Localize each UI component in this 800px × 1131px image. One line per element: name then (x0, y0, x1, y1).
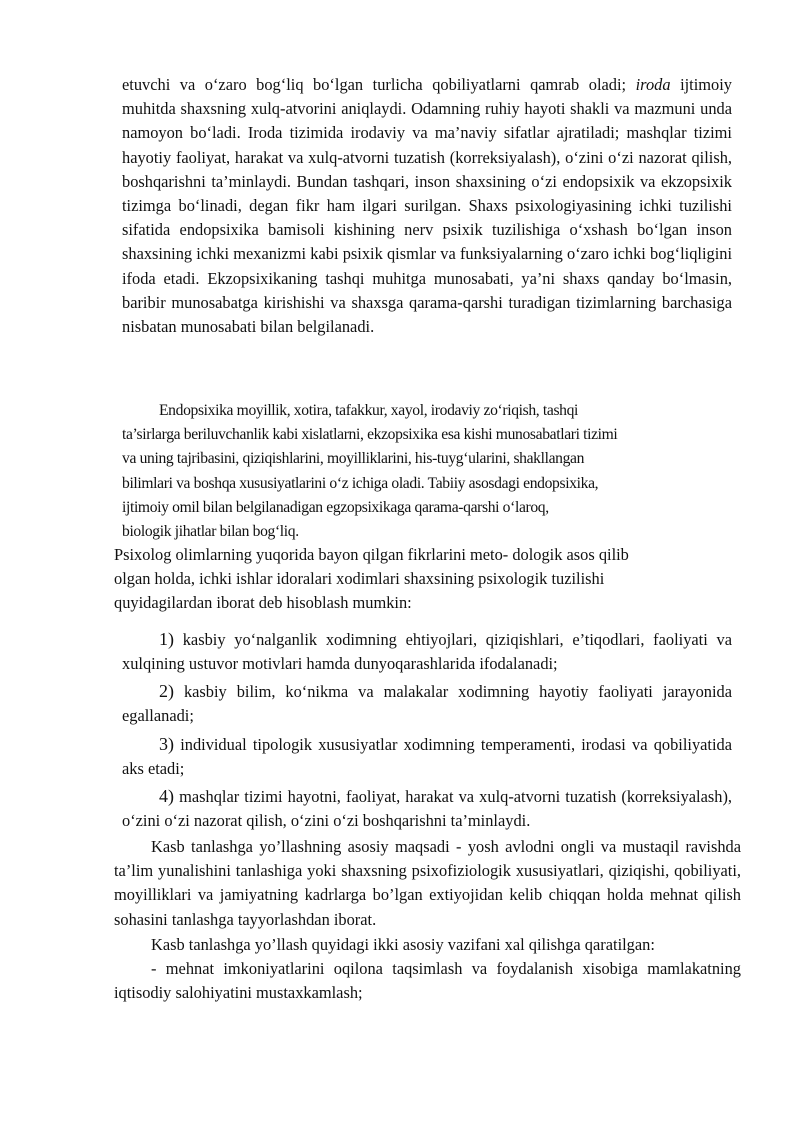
list-text: individual tipologik xususiyatlar xodimning temperamenti, irodasi va qobiliyatida aks etadi; (122, 735, 732, 779)
paragraph-iroda-start: etuvchi va o‘zaro bog‘liq bo‘lgan turlicha qobiliyatlarni qamrab oladi; (122, 75, 636, 94)
list-text: kasbiy bilim, ko‘nikma va malakalar xodimning hayotiy faoliyati jarayonida egallanadi; (122, 682, 732, 726)
list-number: 2) (159, 681, 174, 701)
psixolog-line-2: olgan holda, ichki ishlar idoralari xodimlari shaxsining psixologik tuzilishi (114, 569, 605, 589)
endopsixika-line-5: ijtimoiy omil bilan belgilanadigan egzopsixikaga qarama-qarshi o‘laroq, (122, 498, 549, 516)
list-item-3 (122, 732, 732, 781)
endopsixika-line-3: va uning tajribasini, qiziqishlarini, moyilliklarini, his-tuyg‘ularini, shakllangan (122, 450, 585, 468)
endopsixika-line-2: ta’sirlarga beriluvchanlik kabi xislatlarni, ekzopsixika esa kishi munosabatlari tizimi (122, 426, 618, 444)
psixolog-line-1: Psixolog olimlarning yuqorida bayon qilgan fikrlarini meto- dologik asos qilib (114, 545, 629, 564)
list-text: kasbiy yo‘nalganlik xodimning ehtiyojlari, qiziqishlari, e’tiqodlari, faoliyati va xulqining ustuvor motivlari hamda dunyoqarashlarida ifodalanadi; (122, 630, 732, 674)
list-item-2 (122, 679, 732, 728)
paragraph-endopsixika (122, 399, 742, 544)
endopsixika-line-4: bilimlari va boshqa xususiyatlarini o‘z ichiga oladi. Tabiiy asosdagi endopsixika, (122, 474, 599, 492)
paragraph-iroda-rest: ijtimoiy muhitda shaxsning xulq-atvorini aniqlaydi. Odamning ruhiy hayoti shakli va mazmuni unda namoyon bo‘ladi. Iroda tizimida irodaviy va ma’naviy sifatlar ajratiladi; mashqlar tizimi hayotiy faoliyat, harakat va xulq-atvorni tuzatish (korreksiyalash), o‘zini o‘zi nazorat qilish, boshqarishni ta’minlaydi. Bundan tashqari, inson shaxsining o‘zi endopsixik va ekzopsixik tizimga bo‘linadi, degan fikr ham ilgari surilgan. Shaxs psixologiyasining ichki tuzilishi sifatida endopsixika bamisoli kishining nerv psixik tuzilishiga o‘xshash bo‘lgan inson shaxsining ichki mexanizmi kabi psixik qismlar va funksiyalarning o‘zaro ichki bog‘liqligini ifoda etadi. Ekzopsixikaning tashqi muhitga munosabati, ya’ni shaxs qanday bo‘lmasin, baribir munosabatga kirishishi va shaxsga qarama-qarshi turadigan tizimlarning barchasiga nisbatan munosabati bilan belgilanadi. (122, 75, 732, 337)
paragraph-kasb-vazifalari: Kasb tanlashga yo’llash quyidagi ikki asosiy vazifani xal qilishga qaratilgan: (151, 935, 655, 954)
paragraph-psixolog-olimlar (114, 543, 734, 616)
endopsixika-line-6: biologik jihatlar bilan bog‘liq. (122, 523, 299, 541)
paragraph-kasb-maqsadi: Kasb tanlashga yo’llashning asosiy maqsadi - yosh avlodni ongli va mustaqil ravishda ta’lim yunalishini tanlashiga yoki shaxsning psixofiziologik xususiyatlari, qiziqishi, qobiliyati, moyilliklari va jamiyatning kadrlarga bo’lgan extiyojidan kelib chiqqan holda mehnat qilish sohasini tanlashga tayyorlashdan iborat. (114, 837, 741, 929)
list-number: 1) (159, 629, 174, 649)
italic-term-iroda: iroda (635, 75, 671, 94)
list-text: mashqlar tizimi hayotni, faoliyat, harakat va xulq-atvorni tuzatish (korreksiyalash), o‘zini o‘zi nazorat qilish, o‘zini o‘zi boshqarishni ta’minlaydi. (122, 787, 732, 831)
psixolog-line-3: quyidagilardan iborat deb hisoblash mumkin: (114, 593, 412, 613)
list-item-4 (122, 784, 732, 833)
paragraph-iroda (122, 73, 732, 339)
list-item-1 (122, 627, 732, 676)
endopsixika-line-1: Endopsixika moyillik, xotira, tafakkur, xayol, irodaviy zo‘riqish, tashqi (159, 402, 579, 419)
paragraph-mehnat-imkoniyatlari: - mehnat imkoniyatlarini oqilona taqsimlash va foydalanish xisobiga mamlakatning iqtisodiy salohiyatini mustaxkamlash; (114, 959, 741, 1003)
list-number: 3) (159, 734, 174, 754)
list-number: 4) (159, 786, 174, 806)
